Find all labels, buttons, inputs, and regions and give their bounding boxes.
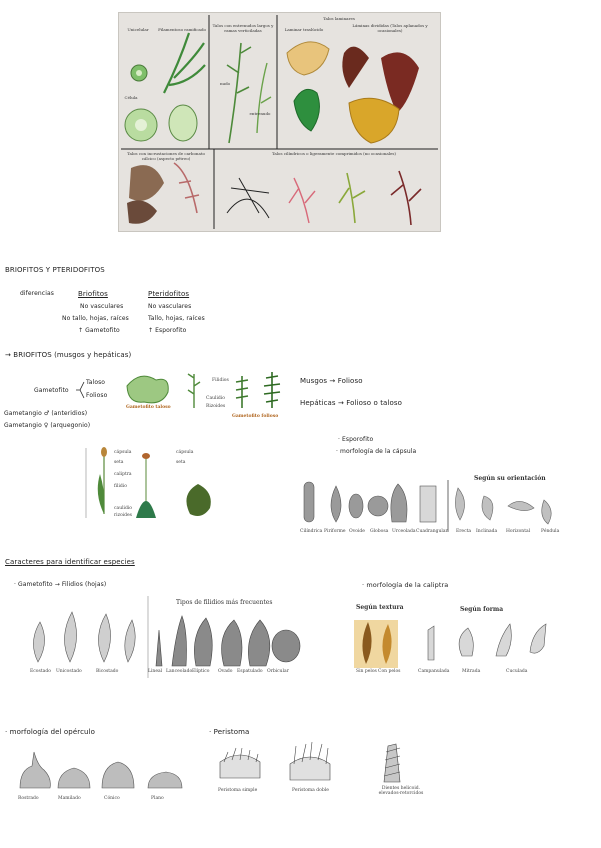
briofitos-row-3: ↑ Gametofito xyxy=(78,327,120,334)
briofitos-row-1: No vasculares xyxy=(80,303,124,310)
capsula-label-2: Ovoide xyxy=(349,529,365,534)
capsula-label-1: Piriforme xyxy=(324,529,346,534)
operculo-figure xyxy=(16,748,186,800)
briofitos-row-2: No tallo, hojas, raíces xyxy=(62,315,129,322)
pteridofitos-row-3: ↑ Esporofito xyxy=(148,327,187,334)
panel-label-celula: Célula xyxy=(124,95,138,100)
algae-plate-art xyxy=(119,13,440,231)
panel-title-laminar-translucido: Laminar traslúcido xyxy=(284,27,324,32)
capsula-label-5: Cuadrangular xyxy=(416,529,448,534)
operculo-label-1: Mamilado xyxy=(58,796,81,801)
pteridofitos-heading: Pteridofitos xyxy=(148,290,190,298)
panel-title-laminas-divididas: Láminas divididas (Talos aplanados y ocasionales) xyxy=(352,23,428,33)
caliptra-label-4: Cuculada xyxy=(506,669,528,674)
filidio-label-2: Elíptico xyxy=(192,669,210,674)
orient-label-2: Horizontal xyxy=(506,529,531,534)
panel-title-cilindricos: Talos cilíndricos o ligeramente comprimidos (no ocasionales) xyxy=(272,151,396,156)
panel-label-nudo: nudo xyxy=(219,81,231,86)
musgos-note: Musgos → Folioso xyxy=(300,377,363,385)
morf-operculo-note: · morfología del opérculo xyxy=(5,728,95,736)
diferencias-label: diferencias xyxy=(20,290,54,297)
filidio-label-1: Lanceolado xyxy=(166,669,193,674)
operculo-label-2: Cónico xyxy=(104,796,120,801)
gametofito-label: Gametofito xyxy=(34,387,69,394)
folioso-label: Folioso xyxy=(86,392,108,399)
caulidio-caption: Caulidio xyxy=(206,396,225,401)
pteridofitos-row-1: No vasculares xyxy=(148,303,192,310)
morf-caliptra-note: · morfología de la caliptra xyxy=(362,581,449,589)
notes-title: BRIOFITOS Y PTERIDOFITOS xyxy=(5,266,105,274)
esp-part-caliptra: caliptra xyxy=(114,472,132,477)
gametofito-folioso-caption: Gametofito folioso xyxy=(232,414,279,419)
esporofito-note: · Esporofito xyxy=(338,436,374,443)
panel-title-filamentoso: Filamentoso ramificado xyxy=(158,27,206,32)
filidios-left-0: Ecostado xyxy=(30,669,51,674)
filidio-label-5: Orbicular xyxy=(267,669,289,674)
caliptra-label-0: Sin pelos xyxy=(356,669,377,674)
peristoma-note: · Peristoma xyxy=(209,728,250,736)
filidios-left-1: Unicostado xyxy=(56,669,82,674)
caliptra-figure xyxy=(354,616,554,672)
esp-part-seta-2: seta xyxy=(176,460,186,465)
gametangio-femenino: Gametangio ♀ (arquegonio) xyxy=(4,422,91,429)
gametofito-figures xyxy=(122,368,292,420)
briofitos-heading: Briofitos xyxy=(78,290,108,298)
capsula-label-3: Globosa xyxy=(370,529,389,534)
peristoma-figure xyxy=(214,738,414,792)
filidios-caption: Filidios xyxy=(212,378,229,383)
pteridofitos-row-2: Tallo, hojas, raíces xyxy=(148,315,205,322)
filidio-label-4: Espatulado xyxy=(237,669,263,674)
gametofito-taloso-caption: Gametofito taloso xyxy=(126,405,171,410)
operculo-label-3: Plano xyxy=(151,796,164,801)
esp-part-seta: seta xyxy=(114,460,124,465)
esp-part-caulidio: caulidio xyxy=(114,506,133,511)
caliptra-label-2: Campanulada xyxy=(418,669,450,674)
segun-textura-caption: Según textura xyxy=(356,604,404,611)
gametofito-bracket xyxy=(76,380,86,400)
panel-title-unicelular: Unicelular xyxy=(127,27,149,32)
panel-label-entrenudo: entrenudo xyxy=(249,111,271,116)
gametofito-filidios-note: · Gametofito → Filidios (hojas) xyxy=(14,581,107,588)
esp-part-capsula-2: cápsula xyxy=(176,450,194,455)
hepaticas-note: Hepáticas → Folioso o taloso xyxy=(300,399,402,407)
tipos-filidios-caption: Tipos de filidios más frecuentes xyxy=(176,599,273,606)
panel-title-incrustaciones: Talos con incrustaciones de carbonato cálcico (aspecto pétreo) xyxy=(127,151,205,161)
esp-part-filidio: filidio xyxy=(114,484,127,489)
rizoides-caption: Rizoides xyxy=(206,404,226,409)
algae-plate xyxy=(118,12,441,232)
gametangio-masculino: Gametangio ♂ (anteridios) xyxy=(4,410,88,417)
section-caracteres: Caracteres para identificar especies xyxy=(5,558,135,566)
peristoma-label-0: Peristoma simple xyxy=(218,788,258,793)
section-briofitos: → BRIOFITOS (musgos y hepáticas) xyxy=(5,351,132,359)
filidios-left-2: Bicostado xyxy=(96,669,119,674)
peristoma-label-1: Peristoma doble xyxy=(292,788,329,793)
orient-label-1: Inclinada xyxy=(476,529,498,534)
filidio-label-3: Ovado xyxy=(218,669,233,674)
panel-title-laminares: Talos laminares xyxy=(323,16,355,21)
segun-orientacion-caption: Según su orientación xyxy=(474,475,546,482)
morf-capsula-note: · morfología de la cápsula xyxy=(336,448,417,455)
orient-label-3: Péndula xyxy=(541,529,560,534)
esp-part-rizoides: rizoides xyxy=(114,513,132,518)
peristoma-label-2: Dientes helicoid. elevados-retorcidos xyxy=(378,786,424,796)
caliptra-label-1: Con pelos xyxy=(378,669,401,674)
esporofito-figure xyxy=(80,444,220,522)
taloso-label: Taloso xyxy=(86,379,106,386)
capsula-label-4: Urceolada xyxy=(392,529,416,534)
panel-title-entrenudos: Talos con entrenudos largos y ramas verticiladas xyxy=(212,23,274,33)
segun-forma-caption: Según forma xyxy=(460,606,504,613)
capsula-label-0: Cilíndrica xyxy=(300,529,323,534)
esp-part-capsula: cápsula xyxy=(114,450,132,455)
caliptra-label-3: Mitrada xyxy=(462,669,481,674)
filidio-label-0: Lineal xyxy=(148,669,163,674)
orient-label-0: Erecta xyxy=(456,529,472,534)
operculo-label-0: Rostrado xyxy=(18,796,39,801)
